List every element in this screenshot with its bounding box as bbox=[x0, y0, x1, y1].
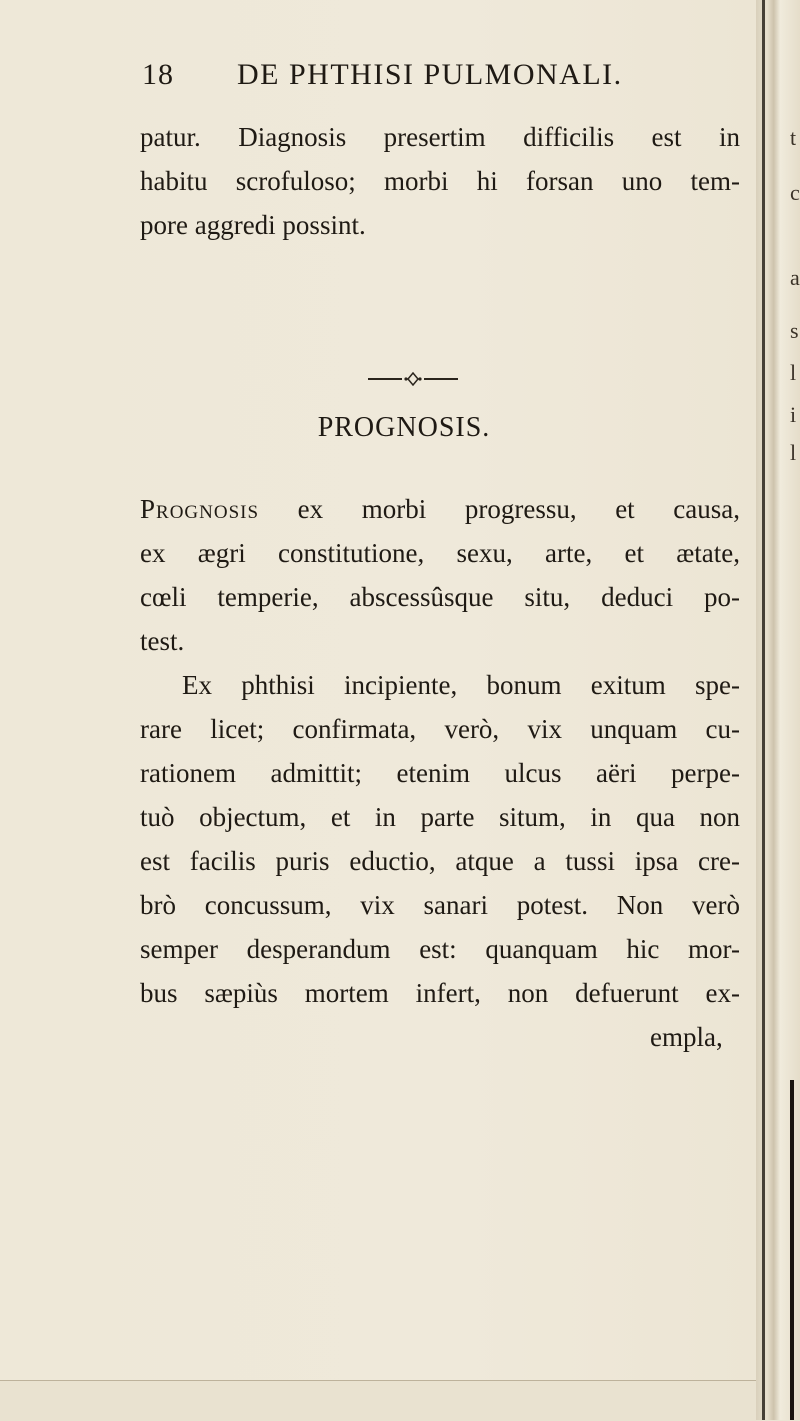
edge-letter: l bbox=[790, 360, 797, 385]
initial-word: Prognosis bbox=[140, 494, 260, 524]
text-line: semper desperandum est: quanquam hic mor- bbox=[140, 934, 740, 964]
text-line: Ex phthisi incipiente, bonum exitum spe- bbox=[182, 670, 740, 700]
text-line: est facilis puris eductio, atque a tussi ipsa cre- bbox=[140, 846, 740, 876]
page-bottom-edge bbox=[0, 1380, 762, 1421]
text-line: brò concussum, vix sanari potest. Non verò bbox=[140, 890, 740, 920]
gutter-shadow bbox=[762, 0, 765, 1420]
text-line: pore aggredi possint. bbox=[140, 210, 366, 240]
catchword: empla, bbox=[650, 1022, 723, 1052]
text-line: tuò objectum, et in parte situm, in qua non bbox=[140, 802, 740, 832]
page-header bbox=[142, 58, 732, 98]
edge-letter: l bbox=[790, 440, 797, 465]
section-title: PROGNOSIS. bbox=[317, 412, 491, 443]
text-line: test. bbox=[140, 626, 185, 656]
ornament-divider-icon bbox=[368, 372, 458, 386]
page-number: 18 bbox=[142, 58, 174, 91]
text-line-rest: ex morbi progressu, et causa, bbox=[259, 494, 740, 524]
edge-letter: c bbox=[790, 180, 800, 205]
running-head: DE PHTHISI PULMONALI. bbox=[237, 58, 623, 91]
text-line: rare licet; confirmata, verò, vix unquam cu- bbox=[140, 714, 740, 744]
text-line: habitu scrofuloso; morbi hi forsan uno tem- bbox=[140, 166, 740, 196]
text-line bbox=[140, 490, 740, 528]
text-line: rationem admittit; etenim ulcus aëri perpe- bbox=[140, 758, 740, 788]
edge-letter: s bbox=[790, 318, 799, 343]
edge-letter: a bbox=[790, 265, 800, 290]
text-line: cœli temperie, abscessûsque situ, deduci po- bbox=[140, 582, 740, 612]
edge-letter: i bbox=[790, 402, 797, 427]
edge-letter: t bbox=[790, 125, 797, 150]
text-line: ex ægri constitutione, sexu, arte, et ætate, bbox=[140, 538, 740, 568]
text-line: patur. Diagnosis presertim difficilis est in bbox=[140, 122, 740, 152]
adjacent-page-letters bbox=[790, 0, 800, 1420]
text-line: bus sæpiùs mortem infert, non defuerunt ex- bbox=[140, 978, 740, 1008]
